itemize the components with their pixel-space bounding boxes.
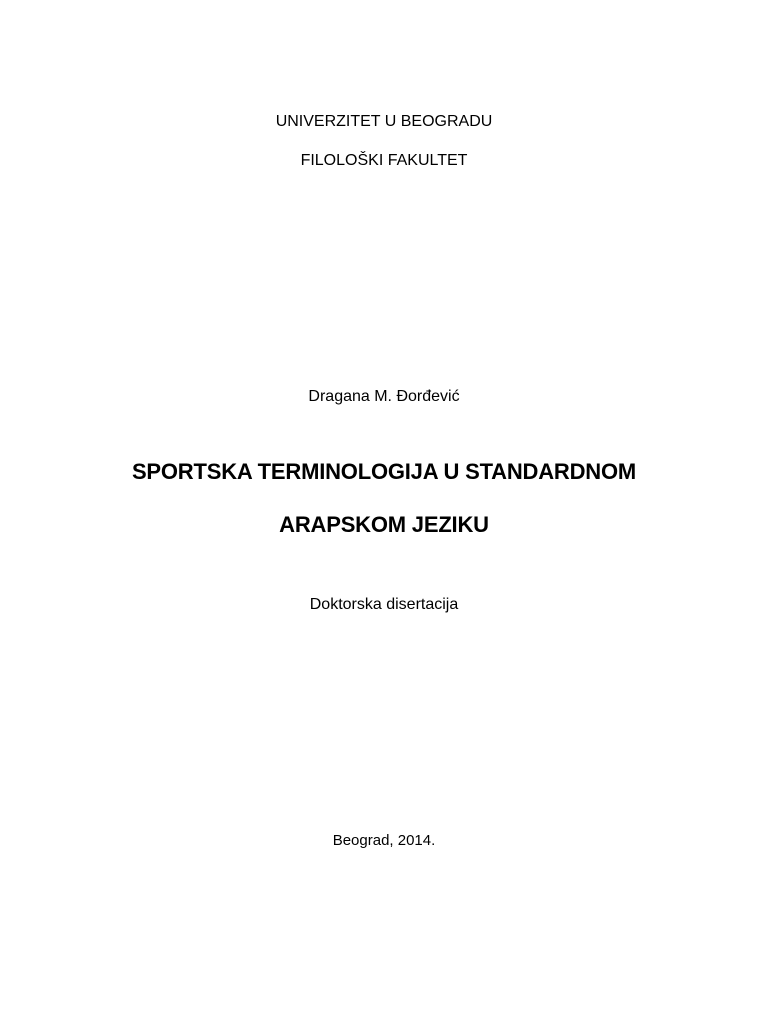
thesis-type: Doktorska disertacija <box>309 596 459 613</box>
faculty-name: FILOLOŠKI FAKULTET <box>300 152 468 169</box>
university-name: UNIVERZITET U BEOGRADU <box>275 113 493 130</box>
author-name: Dragana M. Đorđević <box>308 388 460 405</box>
thesis-title-line-1: SPORTSKA TERMINOLOGIJA U STANDARDNOM <box>131 459 637 484</box>
place-and-year: Beograd, 2014. <box>332 832 436 849</box>
thesis-title-line-2: ARAPSKOM JEZIKU <box>279 512 489 537</box>
